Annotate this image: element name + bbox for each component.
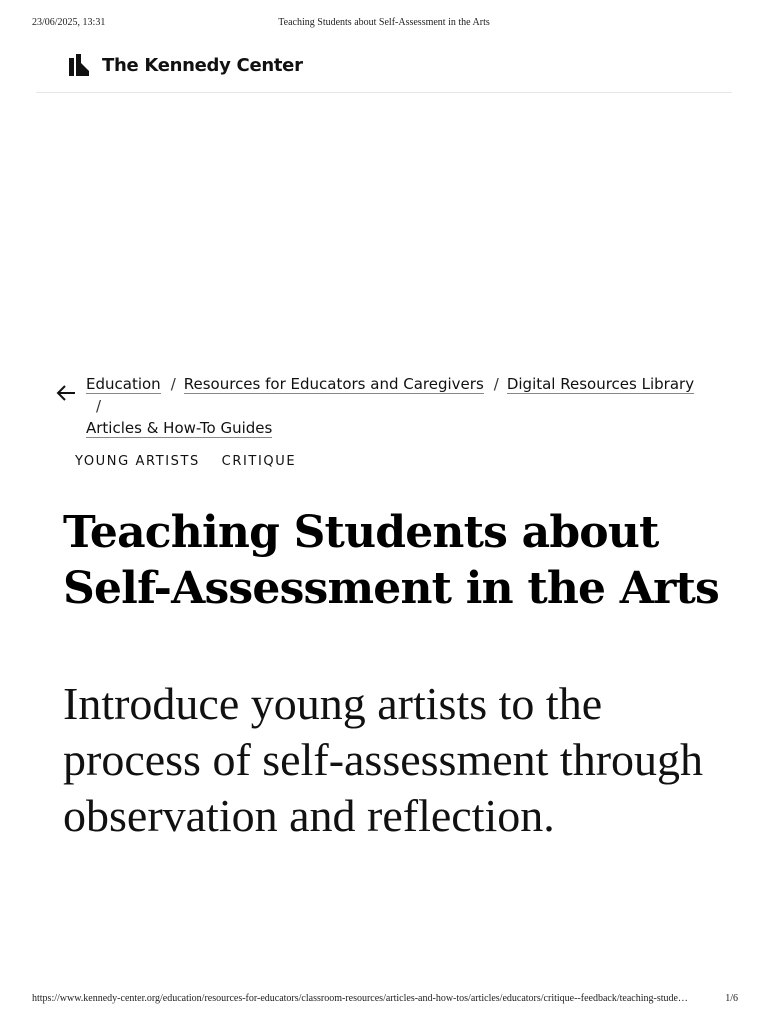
- site-name[interactable]: The Kennedy Center: [102, 54, 303, 76]
- print-footer: [32, 993, 738, 1007]
- print-page-number: 1/6: [725, 993, 738, 1004]
- breadcrumb-articles-how-to-guides[interactable]: Articles & How-To Guides: [86, 419, 273, 437]
- tag-critique[interactable]: CRITIQUE: [221, 454, 297, 469]
- breadcrumb-separator: /: [96, 397, 102, 415]
- article-subtitle: Introduce young artists to the process of self-assessment through observation and reflection.: [63, 678, 704, 841]
- breadcrumb: [56, 373, 716, 439]
- header-divider: [36, 92, 732, 93]
- tag-young-artists[interactable]: YOUNG ARTISTS: [75, 454, 200, 469]
- breadcrumb-separator: /: [493, 375, 499, 393]
- site-header: [68, 50, 303, 80]
- breadcrumb-trail: [86, 373, 716, 439]
- print-document-title: Teaching Students about Self-Assessment in the Arts: [278, 17, 490, 28]
- breadcrumb-education[interactable]: Education: [86, 375, 161, 393]
- print-url: https://www.kennedy-center.org/education/resources-for-educators/classroom-resources/articles-and-how-tos/articles/educators/critique--feedback/teaching-stude…: [32, 993, 688, 1004]
- breadcrumb-digital-resources-library[interactable]: Digital Resources Library: [506, 375, 695, 393]
- breadcrumb-separator: /: [170, 375, 176, 393]
- breadcrumb-resources-for-educators[interactable]: Resources for Educators and Caregivers: [183, 375, 484, 393]
- print-header: [32, 17, 736, 31]
- print-date: 23/06/2025, 13:31: [32, 17, 106, 28]
- arrow-left-icon[interactable]: [56, 385, 76, 401]
- kennedy-center-logo-icon[interactable]: [68, 54, 90, 76]
- article-tags: [75, 454, 312, 469]
- article-title: Teaching Students about Self-Assessment in the Arts: [63, 507, 719, 614]
